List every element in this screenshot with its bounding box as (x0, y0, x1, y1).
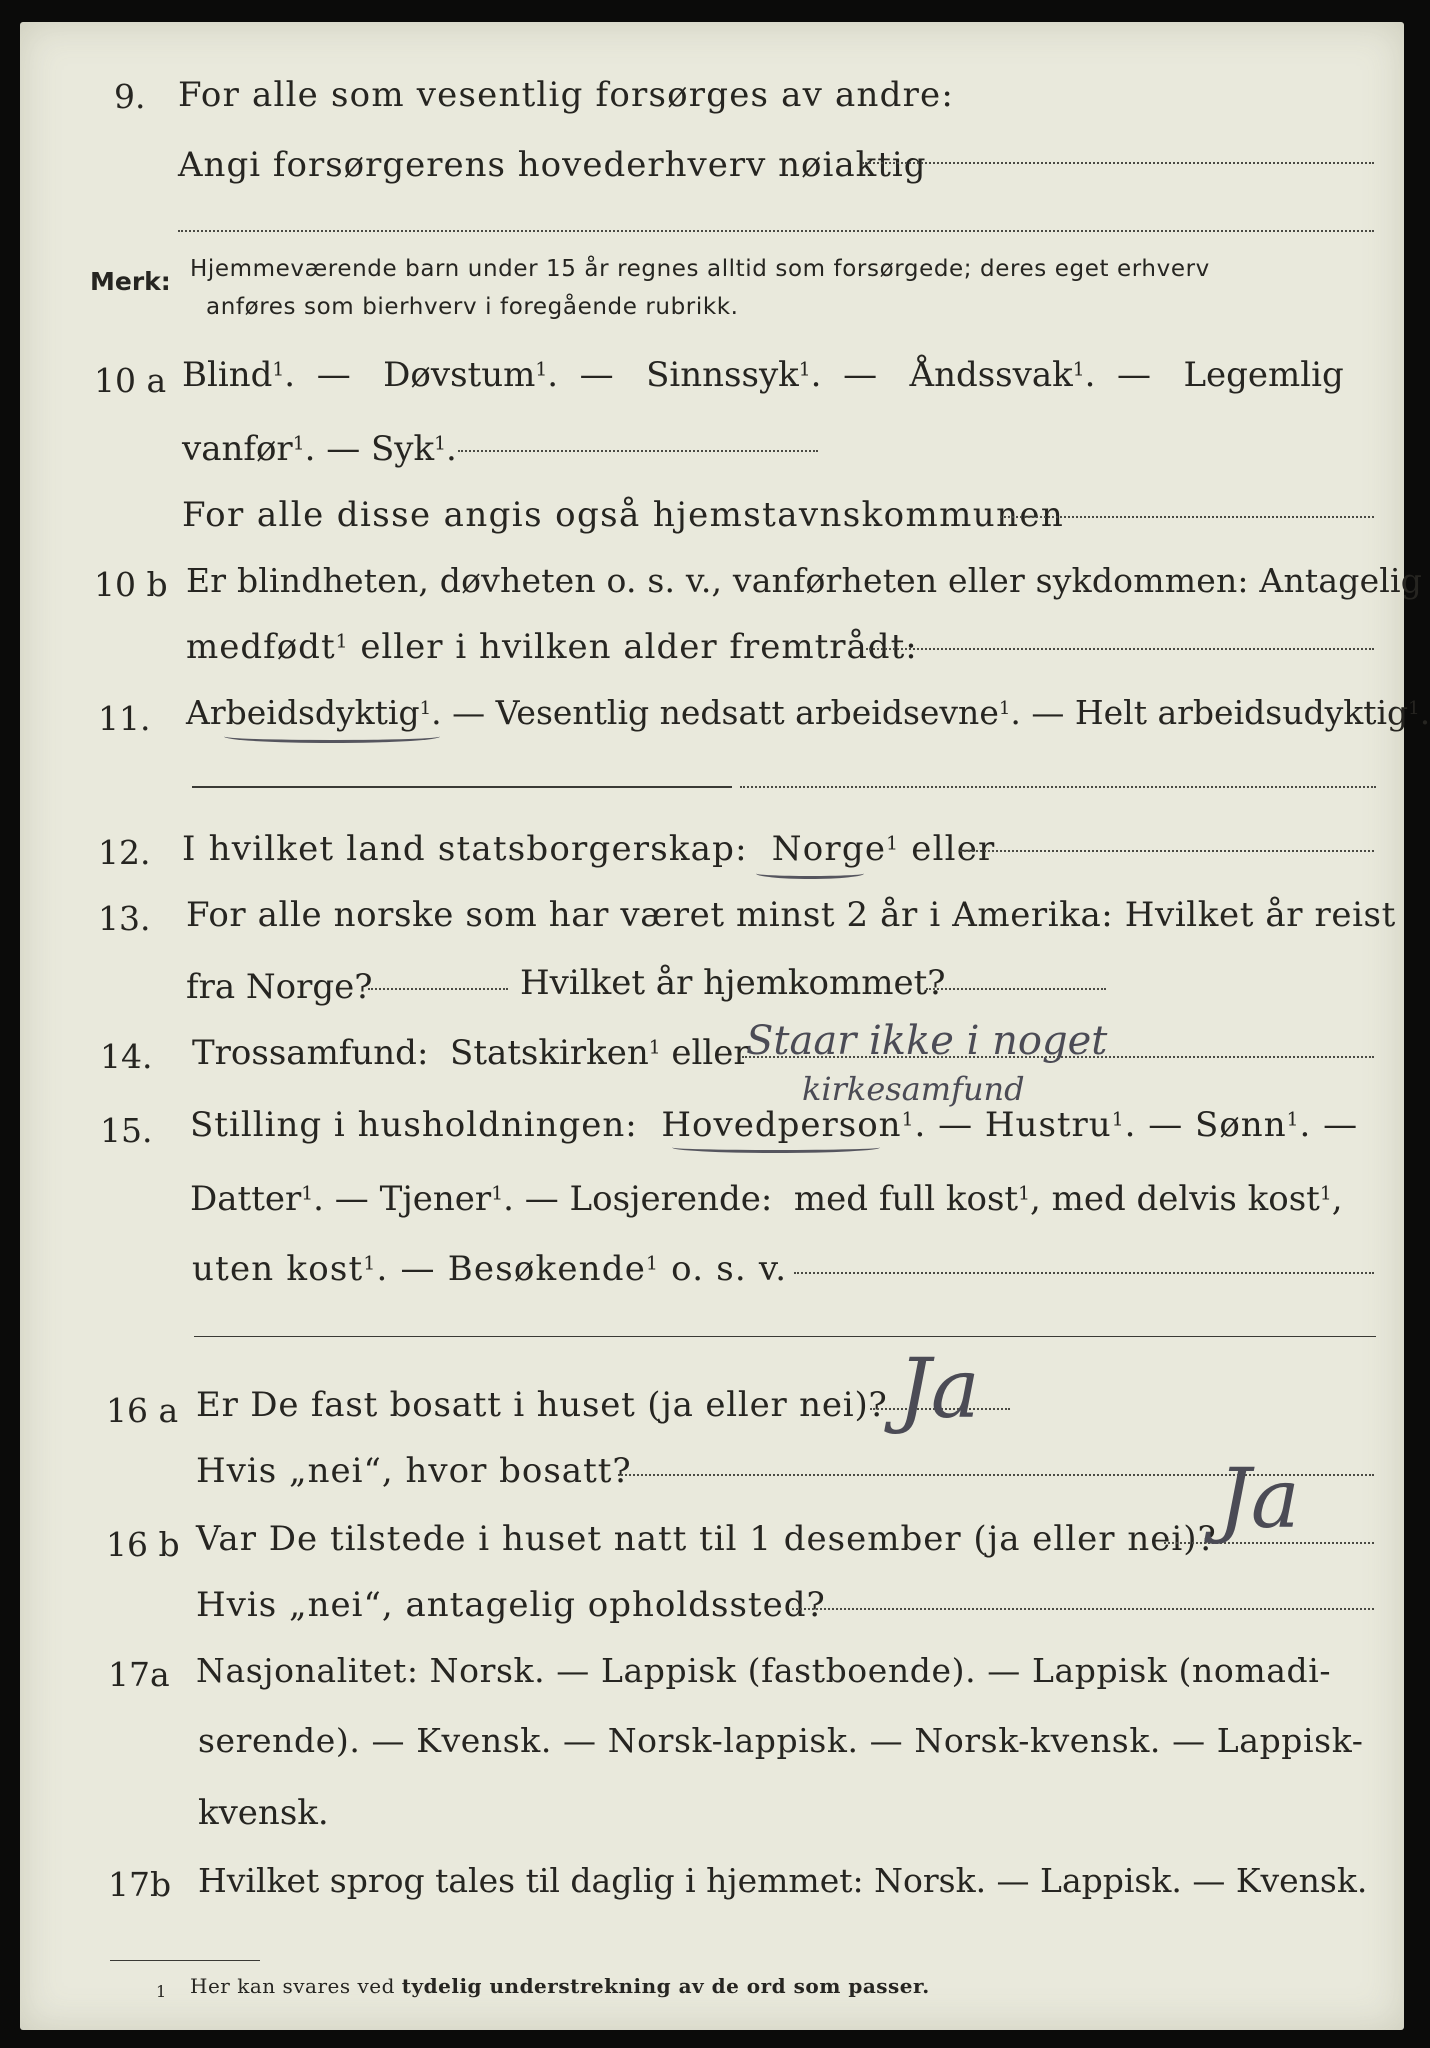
q17b-line1: Hvilket sprog tales til daglig i hjemmet: Norsk. — Lappisk. — Kvensk. (198, 1861, 1368, 1900)
q17a-line1: Nasjonalitet: Norsk. — Lappisk (fastboende). — Lappisk (nomadi- (196, 1651, 1332, 1690)
q17a-line2: serende). — Kvensk. — Norsk-lappisk. — Norsk-kvensk. — Lappisk- (198, 1721, 1364, 1760)
option-blind: Blind (182, 355, 273, 395)
q10b-line2: medfødt$^1$ eller i hvilken alder fremtrådt: (186, 627, 918, 667)
underline-hovedperson (672, 1142, 880, 1153)
q11-rule-right (740, 786, 1376, 788)
option-andssvak: Åndssvak (909, 355, 1073, 395)
option-dovstum: Døvstum (383, 355, 536, 395)
option-hovedperson: Hovedperson (661, 1105, 902, 1145)
q16a-line2: Hvis „nei“, hvor bosatt? (196, 1451, 632, 1491)
option-uten-kost: uten kost (192, 1249, 364, 1289)
option-vanfor: vanfør (182, 429, 293, 469)
option-full-kost: med full kost (793, 1179, 1019, 1219)
option-medfodt: medfødt (186, 627, 336, 667)
q16a-number: 16 a (106, 1391, 179, 1430)
q15-answer-line (794, 1272, 1374, 1274)
q15-rule (194, 1336, 1376, 1337)
q9-line1: For alle som vesentlig forsørges av andre: (178, 75, 955, 115)
q9-number: 9. (114, 77, 146, 116)
q15-number: 15. (100, 1111, 153, 1150)
merk-label: Merk: (90, 267, 171, 296)
q16a-line1: Er De fast bosatt i huset (ja eller nei)? (196, 1385, 888, 1425)
option-syk: Syk (371, 429, 435, 469)
option-legemlig: Legemlig (1183, 355, 1344, 395)
q13-line1: For alle norske som har været minst 2 år i Amerika: Hvilket år reist (186, 895, 1396, 935)
q14-line: Trossamfund: Statskirken$^1$ eller (192, 1033, 750, 1073)
q9-line2: Angi forsørgerens hovederhverv nøiaktig (178, 145, 927, 185)
q13-reist-line (368, 988, 508, 990)
q16b-opholdssted-line (792, 1608, 1374, 1610)
option-norge: Norge (771, 829, 887, 869)
option-statskirken: Statskirken (450, 1033, 649, 1073)
q10a-line3: For alle disse angis også hjemstavnskommunen (182, 495, 1065, 535)
census-form-page (20, 22, 1430, 2030)
q14-number: 14. (100, 1037, 153, 1076)
option-sinnssyk: Sinnssyk (646, 355, 799, 395)
q13-line2b: Hvilket år hjemkommet? (520, 963, 946, 1003)
underline-norge (756, 868, 864, 879)
q10a-line1: Blind$^1$. — Døvstum$^1$. — Sinnssyk$^1$. — Åndssvak$^1$. — Legemlig (182, 355, 1344, 395)
q12-answer-line (960, 850, 1374, 852)
option-sonn: Sønn (1195, 1105, 1287, 1145)
option-datter: Datter (190, 1179, 302, 1219)
q10a-line2: vanfør$^1$. — Syk$^1$. (182, 429, 457, 469)
q16b-number: 16 b (106, 1525, 180, 1564)
q15-line3: uten kost$^1$. — Besøkende$^1$ o. s. v. (192, 1249, 788, 1289)
q15-line1: Stilling i husholdningen: Hovedperson$^1$. — Hustru$^1$. — Sønn$^1$. — (190, 1105, 1359, 1145)
q12-line: I hvilket land statsborgerskap: Norge$^1$ eller (182, 829, 996, 869)
q14-handwritten-answer-2: kirkesamfund (802, 1070, 1025, 1108)
q11-number: 11. (98, 699, 151, 738)
q12-number: 12. (98, 833, 151, 872)
footnote-rule (110, 1960, 260, 1961)
option-nedsatt: Vesentlig nedsatt arbeidsevne (495, 693, 999, 732)
option-arbeidsudyktig: Helt arbeidsudyktig (1074, 693, 1409, 732)
q13-line2a: fra Norge? (186, 967, 373, 1007)
q13-hjemkommet-line (926, 988, 1106, 990)
footnote-text: Her kan svares ved tydelig understrekning av de ord som passer. (190, 1974, 930, 1998)
q14-handwritten-answer-1: Staar ikke i noget (746, 1018, 1108, 1064)
q9-answer-line-2 (178, 230, 1374, 232)
q10a-hjemstavn-line (1000, 516, 1374, 518)
option-besokende: Besøkende (447, 1249, 647, 1289)
option-hustru: Hustru (984, 1105, 1112, 1145)
q10b-line1: Er blindheten, døvheten o. s. v., vanførheten eller sykdommen: Antagelig (186, 561, 1423, 600)
q10a-answer-line (458, 450, 818, 452)
q17a-line3: kvensk. (198, 1793, 329, 1833)
merk-line2: anføres som bierhverv i foregående rubrikk. (206, 294, 739, 320)
q10b-answer-line (866, 648, 1374, 650)
option-tjener: Tjener (379, 1179, 492, 1219)
q11-line: Arbeidsdyktig$^1$. — Vesentlig nedsatt arbeidsevne$^1$. — Helt arbeidsudyktig$^1$. (186, 693, 1430, 732)
q16a-handwritten-answer: Ja (898, 1342, 980, 1437)
q16b-handwritten-answer: Ja (1218, 1452, 1300, 1547)
option-arbeidsdyktig: Arbeidsdyktig (186, 693, 420, 732)
q13-number: 13. (98, 899, 151, 938)
footnote-mark: 1 (156, 1982, 167, 2001)
q15-line2: Datter$^1$. — Tjener$^1$. — Losjerende: med full kost$^1$, med delvis kost$^1$, (190, 1179, 1343, 1219)
q17a-number: 17a (108, 1655, 170, 1694)
q10b-number: 10 b (94, 565, 168, 604)
q16b-line2: Hvis „nei“, antagelig opholdssted? (196, 1585, 826, 1625)
q10a-number: 10 a (94, 361, 167, 400)
q9-answer-line (862, 162, 1374, 164)
option-delvis-kost: med delvis kost (1051, 1179, 1320, 1219)
q11-rule-left (192, 786, 732, 788)
underline-arbeidsdyktig (224, 730, 440, 743)
merk-line1: Hjemmeværende barn under 15 år regnes alltid som forsørgede; deres eget erhverv (190, 256, 1210, 282)
q17b-number: 17b (108, 1865, 172, 1904)
q16b-line1: Var De tilstede i huset natt til 1 desember (ja eller nei)? (196, 1519, 1217, 1559)
